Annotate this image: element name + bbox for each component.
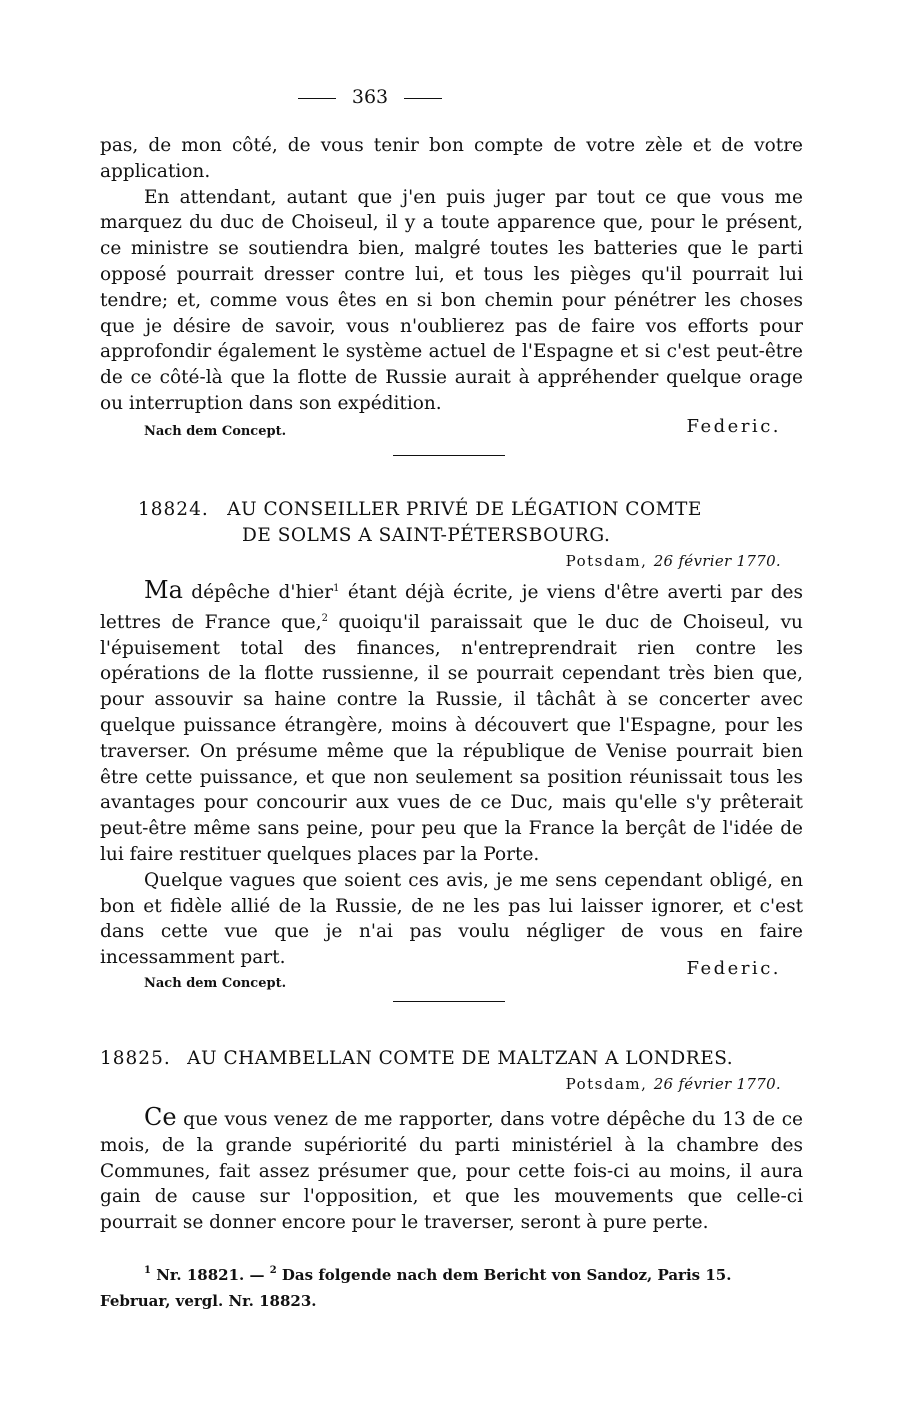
page-number: 363 xyxy=(351,86,389,108)
source-note: Nach dem Concept. xyxy=(144,976,287,991)
letter-text xyxy=(100,576,803,971)
footnote-mark: 2 xyxy=(321,612,328,624)
heading-line-2: DE SOLMS A SAINT-PÉTERSBOURG. xyxy=(242,525,611,546)
source-note: Nach dem Concept. xyxy=(144,424,287,439)
page-header xyxy=(270,86,470,108)
footnote-mark: 2 xyxy=(269,1265,277,1276)
date: 26 février 1770. xyxy=(653,1075,781,1093)
letter-number: 18825. xyxy=(100,1048,171,1069)
paragraph xyxy=(100,1105,803,1236)
initial: Ma xyxy=(144,576,183,604)
text-run: quoiqu'il paraissait que le duc de Choiseul, vu l'épuisement total des finances, n'entreprendrait rien contre les opérations de la flotte russienne, il se pourrait cependant très bien que, pour assouvir sa haine contre la Russie, il tâchât à se concerter avec quelque puissance étrangère, moins à découvert que l'Espagne, pour les traverser. On présume même que la république de Venise pourrait bien être cette puissance, et que non seulement sa position réunissait tous les avantages pour concourir aux vues de ce Duc, mais qu'elle s'y prêterait peut-être même sans peine, pour peu que la France la berçât de l'idée de lui faire restituer quelques places par la Porte. xyxy=(100,611,803,865)
footnote-mark: 1 xyxy=(144,1265,151,1276)
footnote-mark: 1 xyxy=(333,583,340,594)
continued-letter xyxy=(100,133,803,417)
letter-heading xyxy=(138,497,798,523)
footnote xyxy=(100,1258,803,1314)
date: 26 février 1770. xyxy=(653,552,781,570)
footnote-text: Nr. 18821. — xyxy=(150,1266,270,1284)
paragraph xyxy=(100,576,803,868)
letter-heading xyxy=(100,1046,803,1072)
letter-text xyxy=(100,1105,803,1236)
header-rule-right xyxy=(404,98,442,99)
text-run: étant déjà écrite, je viens d'être averti par des lettres de France que, xyxy=(100,582,804,633)
text-run: que vous venez de me rapporter, dans votre dépêche du 13 de ce mois, de la grande supériorité du parti ministériel à la chambre des Communes, fait assez présumer que, pour cette fois-ci au moins, il aura gain de cause sur l'opposition, et que les mouvements que celle-ci pourrait se donner encore pour le traverser, seront à pure perte. xyxy=(100,1109,803,1234)
heading-line-1: AU CONSEILLER PRIVÉ DE LÉGATION COMTE xyxy=(227,499,702,520)
paragraph: Quelque vagues que soient ces avis, je me sens cependant obligé, en bon et fidèle allié de la Russie, de ne les pas lui laisser ignorer, et c'est dans cette vue que je n'ai pas voulu négliger de vous en faire incessamment part. xyxy=(100,869,803,969)
paragraph: En attendant, autant que j'en puis juger par tout ce que vous me marquez du duc de Choiseul, il y a toute apparence que, pour le présent, ce ministre se soutiendra bien, malgré toutes les batteries que le parti opposé pourrait dresser contre lui, et tous les pièges qu'il pourrait lui tendre; et, comme vous êtes en si bon chemin pour pénétrer les choses que je désire de savoir, vous n'oublierez pas de faire vos efforts pour approfondir également le système actuel de l'Espagne et si c'est peut-être de ce côté-là que la flotte de Russie aurait à appréhender quelque orage ou interruption dans son expédition. xyxy=(100,186,803,414)
footnotes xyxy=(100,1258,803,1314)
dateline xyxy=(566,1075,781,1093)
letter-number: 18824. xyxy=(138,499,209,520)
place: Potsdam, xyxy=(565,1075,648,1093)
footnote-text: Das folgende nach dem Bericht von Sandoz, Paris 15. Februar, vergl. Nr. 18823. xyxy=(100,1266,732,1310)
dateline xyxy=(566,552,781,570)
section-divider xyxy=(393,455,505,456)
initial: Ce xyxy=(144,1103,177,1131)
paragraph: pas, de mon côté, de vous tenir bon compte de votre zèle et de votre application. xyxy=(100,135,803,182)
place: Potsdam, xyxy=(565,552,648,570)
signature: Federic. xyxy=(686,958,781,979)
header-rule-left xyxy=(298,98,336,99)
text-run: dépêche d'hier xyxy=(182,582,334,603)
heading-text: AU CHAMBELLAN COMTE DE MALTZAN A LONDRES. xyxy=(187,1048,734,1069)
signature: Federic. xyxy=(686,416,781,437)
section-divider xyxy=(393,1001,505,1002)
